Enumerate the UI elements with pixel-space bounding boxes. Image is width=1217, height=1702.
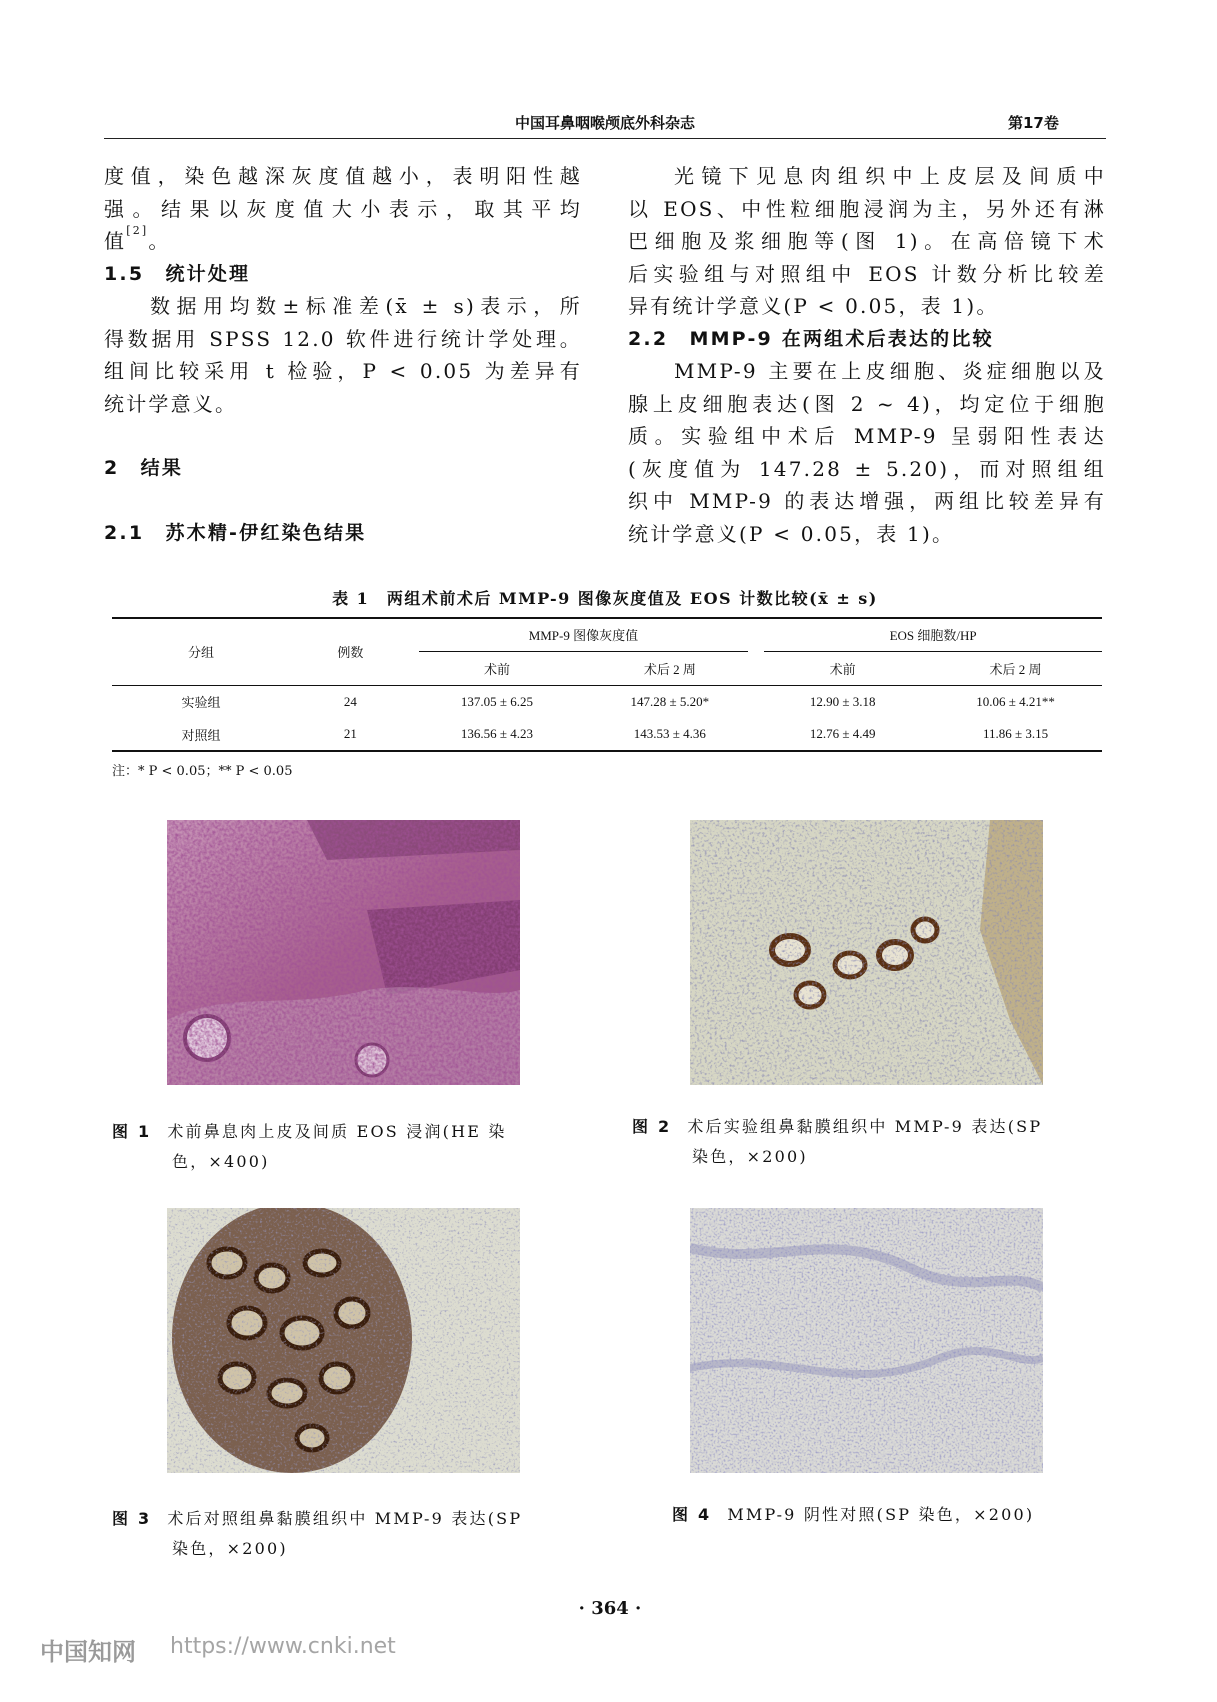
volume-label: 第17卷: [1008, 114, 1059, 132]
figure-2-image: [690, 820, 1043, 1085]
table-cell: 10.06 ± 4.21**: [976, 693, 1055, 709]
table-cell: 对照组: [112, 718, 290, 751]
table-cell: 136.56 ± 4.23: [411, 718, 584, 751]
table-note: 注：* P < 0.05；** P < 0.05: [112, 764, 293, 779]
figure-2-caption: 图 2 术后实验组鼻黏膜组织中 MMP-9 表达(SP 染色，×200): [632, 1117, 1043, 1166]
body-line: 光镜下见息肉组织中上皮层及间质中: [674, 164, 1106, 188]
section-heading: 2.2 MMP-9 在两组术后表达的比较: [628, 327, 994, 350]
body-line: 后实验组与对照组中 EOS 计数分析比较差: [628, 261, 1106, 286]
figure-3-image: [167, 1208, 520, 1473]
body-line: 腺上皮细胞表达(图 2 ~ 4)，均定位于细胞: [628, 391, 1106, 416]
section-heading: 2.1 苏木精-伊红染色结果: [104, 521, 367, 544]
table-cell: 实验组: [181, 695, 221, 711]
body-line: MMP-9 主要在上皮细胞、炎症细胞以及: [674, 359, 1106, 383]
table-cell: 21: [290, 718, 410, 751]
right-column: [628, 160, 1106, 550]
table-cell: 12.90 ± 3.18: [809, 693, 876, 709]
table-cell: 147.28 ± 5.20*: [630, 693, 710, 709]
body-line: 数据用均数±标准差(x̄ ± s)表示，所: [150, 294, 582, 318]
body-line: 组间比较采用 t 检验，P < 0.05 为差异有: [104, 359, 582, 383]
table-header: 术后 2 周: [929, 652, 1102, 685]
table-cell: 143.53 ± 4.36: [583, 718, 756, 751]
cnki-url[interactable]: https://www.cnki.net: [170, 1634, 396, 1659]
citation: [2]: [126, 224, 149, 237]
page-number: · 364 ·: [578, 1598, 642, 1619]
journal-title: 中国耳鼻咽喉颅底外科杂志: [514, 114, 695, 132]
table-header: EOS 细胞数/HP: [756, 618, 1102, 652]
body-line: 度值，染色越深灰度值越小，表明阳性越: [104, 164, 582, 188]
body-line: 以 EOS、中性粒细胞浸润为主，另外还有淋: [628, 196, 1106, 221]
body-line: 织中 MMP-9 的表达增强，两组比较差异有: [628, 489, 1106, 513]
table-header: MMP-9 图像灰度值: [411, 618, 757, 652]
body-line: 得数据用 SPSS 12.0 软件进行统计学处理。: [104, 326, 582, 351]
table-cell: 137.05 ± 6.25: [460, 693, 534, 709]
data-table: [112, 617, 1102, 752]
section-heading: 2 结果: [104, 457, 184, 479]
table-header: 分组: [112, 618, 290, 685]
figure-4-caption: 图 4 MMP-9 阴性对照(SP 染色，×200): [672, 1505, 1035, 1524]
left-column: [104, 160, 582, 549]
body-line: 异有统计学意义(P < 0.05，表 1)。: [628, 294, 999, 318]
body-line: 值[2]。: [104, 224, 171, 253]
micrograph-he: [167, 820, 520, 1085]
header-rule: [104, 138, 1106, 139]
body-line: 巴细胞及浆细胞等(图 1)。在高倍镜下术: [628, 229, 1106, 253]
body-line: 统计学意义。: [104, 391, 238, 416]
table-row: [112, 685, 1102, 718]
micrograph-sp-control: [167, 1208, 520, 1473]
body-line: 统计学意义(P < 0.05，表 1)。: [628, 521, 955, 546]
body-line: (灰度值为 147.28 ± 5.20)，而对照组组: [628, 456, 1106, 481]
figure-3-caption: 图 3 术后对照组鼻黏膜组织中 MMP-9 表达(SP 染色，×200): [112, 1509, 523, 1558]
figure-1-caption: 图 1 术前鼻息肉上皮及间质 EOS 浸润(HE 染 色，×400): [112, 1122, 507, 1171]
table-cell: 12.76 ± 4.49: [756, 718, 929, 751]
table-cell: 11.86 ± 3.15: [929, 718, 1102, 751]
body-line: 质。实验组中术后 MMP-9 呈弱阳性表达: [628, 424, 1106, 448]
table-row: [112, 718, 1102, 751]
table-header: 例数: [290, 618, 410, 685]
table-title: 表 1 两组术前术后 MMP-9 图像灰度值及 EOS 计数比较(x̄ ± s): [332, 589, 878, 608]
section-heading: 1.5 统计处理: [104, 262, 251, 285]
table-header: 术后 2 周: [583, 652, 756, 685]
table-cell: 24: [343, 693, 357, 709]
body-line: 强。结果以灰度值大小表示，取其平均: [104, 196, 582, 221]
table-header: 术前: [756, 652, 929, 685]
micrograph-negative-control: [690, 1208, 1043, 1473]
table-header: 术前: [411, 652, 584, 685]
figure-1-image: [167, 820, 520, 1085]
figure-4-image: [690, 1208, 1043, 1473]
micrograph-sp-experimental: [690, 820, 1043, 1085]
cnki-logo: 中国知网: [40, 1638, 136, 1666]
